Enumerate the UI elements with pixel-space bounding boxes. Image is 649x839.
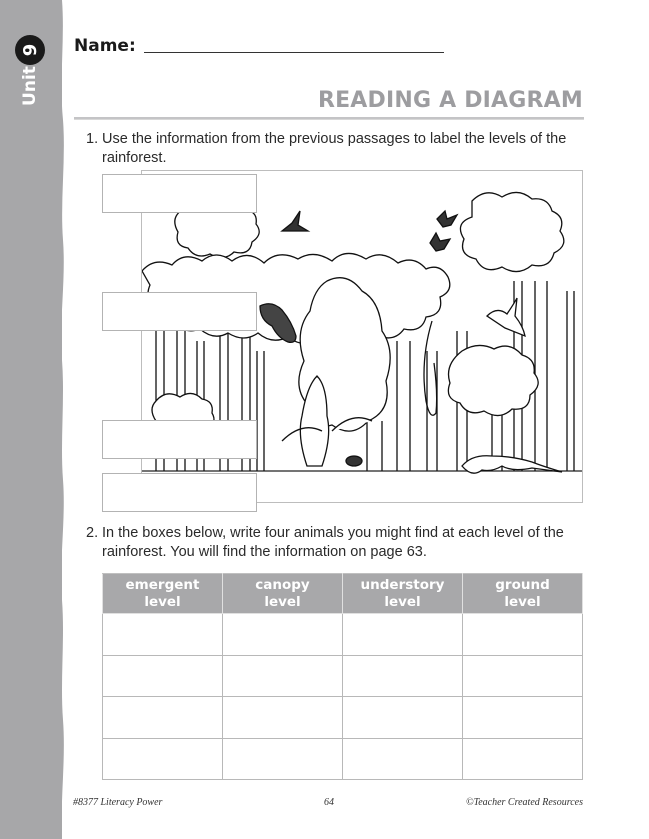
question-text: In the boxes below, write four animals you might find at each level of the rainforest. You will find the information on page 63. [102,525,564,560]
butterfly-icon [430,233,450,251]
name-field [74,36,444,56]
table-cell[interactable] [463,738,583,780]
unit-label: Unit [20,66,40,106]
header-line1: understory [360,576,445,593]
table-cell[interactable] [463,697,583,739]
column-header-canopy [223,574,343,614]
table-cell[interactable] [223,697,343,739]
header-line2: level [504,593,541,610]
toucan-bird-icon [487,298,525,336]
table-cell[interactable] [223,738,343,780]
table-header-row [103,574,583,614]
question-text: Use the information from the previous passages to label the levels of the rainforest. [102,131,567,166]
emergent-tree-right [460,192,563,271]
table-cell[interactable] [223,655,343,697]
eagle-bird-icon [282,211,308,231]
frog-icon [346,456,362,466]
table-row [103,738,583,780]
label-box-canopy[interactable] [102,292,257,331]
footer-book-title: #8377 Literacy Power [73,797,163,808]
table-cell[interactable] [343,655,463,697]
name-label: Name: [74,36,136,56]
title-divider [74,117,584,120]
butterfly-icon [437,211,457,227]
table-cell[interactable] [103,614,223,656]
table-cell[interactable] [103,738,223,780]
header-line1: canopy [255,576,310,593]
vine [424,321,437,415]
header-line1: emergent [125,576,200,593]
unit-side-tab [0,0,62,839]
unit-number-badge [15,35,45,65]
understory-tree-right [448,345,538,415]
table-row [103,614,583,656]
table-cell[interactable] [463,655,583,697]
table-cell[interactable] [343,697,463,739]
column-header-ground [463,574,583,614]
header-line2: level [264,593,301,610]
torn-edge-decoration [56,0,68,839]
table-row [103,655,583,697]
label-box-emergent[interactable] [102,174,257,213]
table-cell[interactable] [343,614,463,656]
table-cell[interactable] [343,738,463,780]
table-cell[interactable] [463,614,583,656]
question-number: 1. [86,131,99,147]
column-header-emergent [103,574,223,614]
label-box-ground[interactable] [102,473,257,512]
question-number: 2. [86,525,99,541]
question-2 [86,524,582,562]
header-line1: ground [495,576,550,593]
table-row [103,697,583,739]
header-line2: level [144,593,181,610]
label-box-understory[interactable] [102,420,257,459]
page-title: READING A DIAGRAM [317,88,583,113]
unit-number: 9 [19,43,41,57]
question-1 [86,130,582,168]
animals-by-level-table [102,573,583,780]
table-cell[interactable] [103,655,223,697]
name-write-line[interactable] [144,52,444,53]
footer-copyright: ©Teacher Created Resources [465,797,583,808]
table-cell[interactable] [103,697,223,739]
header-line2: level [384,593,421,610]
table-cell[interactable] [223,614,343,656]
footer-page-number: 64 [324,797,334,808]
column-header-understory [343,574,463,614]
